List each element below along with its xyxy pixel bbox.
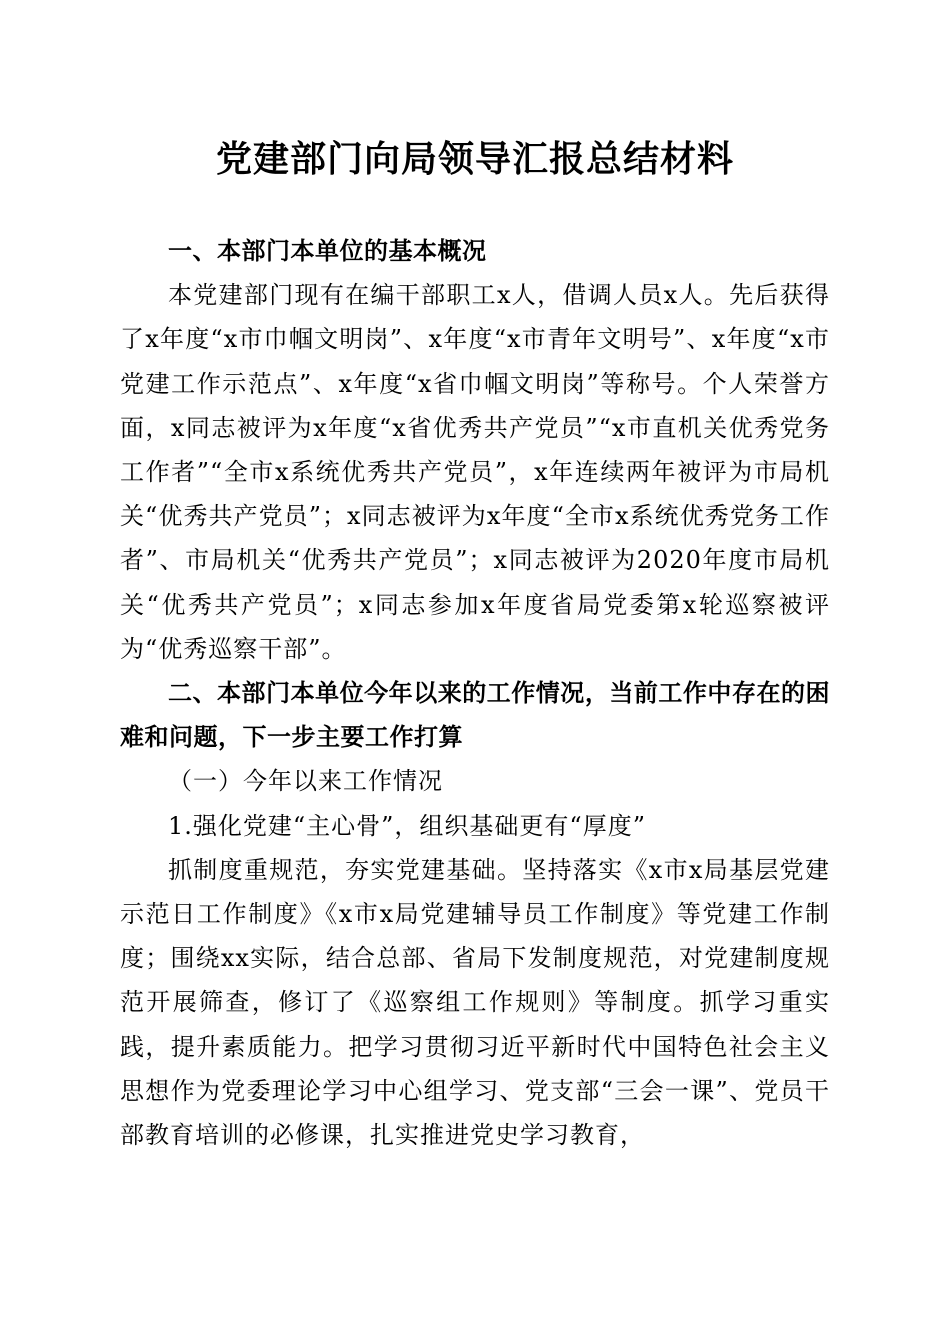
item-1-heading: 1.强化党建“主心骨”，组织基础更有“厚度”	[168, 811, 646, 840]
section-2-heading: 二、本部门本单位今年以来的工作情况，当前工作中存在的困难和问题，下一步主要工作打算	[120, 679, 830, 752]
section-1-paragraph: 本党建部门现有在编干部职工x人，借调人员x人。先后获得了x年度“x市巾帼文明岗”、x年度“x市青年文明号”、x年度“x市党建工作示范点”、x年度“x省巾帼文明岗”等称号。个人荣誉方面，x同志被评为x年度“x省优秀共产党员”“x市直机关优秀党务工作者”“全市x系统优秀共产党员”，x年连续两年被评为市局机关“优秀共产党员”；x同志被评为x年度“全市x系统优秀党务工作者”、市局机关“优秀共产党员”；x同志被评为2020年度市局机关“优秀共产党员”；x同志参加x年度省局党委第x轮巡察被评为“优秀巡察干部”。	[120, 281, 830, 663]
subsection-1-heading: （一）今年以来工作情况	[168, 767, 443, 796]
document-title: 党建部门向局领导汇报总结材料	[215, 138, 734, 180]
document-body	[120, 229, 830, 1157]
item-1-paragraph: 抓制度重规范，夯实党建基础。坚持落实《x市x局基层党建示范日工作制度》《x市x局党建辅导员工作制度》等党建工作制度；围绕xx实际，结合总部、省局下发制度规范，对党建制度规范开展筛查，修订了《巡察组工作规则》等制度。抓学习重实践，提升素质能力。把学习贯彻习近平新时代中国特色社会主义思想作为党委理论学习中心组学习、党支部“三会一课”、党员干部教育培训的必修课，扎实推进党史学习教育，	[120, 855, 830, 1150]
section-1-heading: 一、本部门本单位的基本概况	[168, 237, 487, 265]
